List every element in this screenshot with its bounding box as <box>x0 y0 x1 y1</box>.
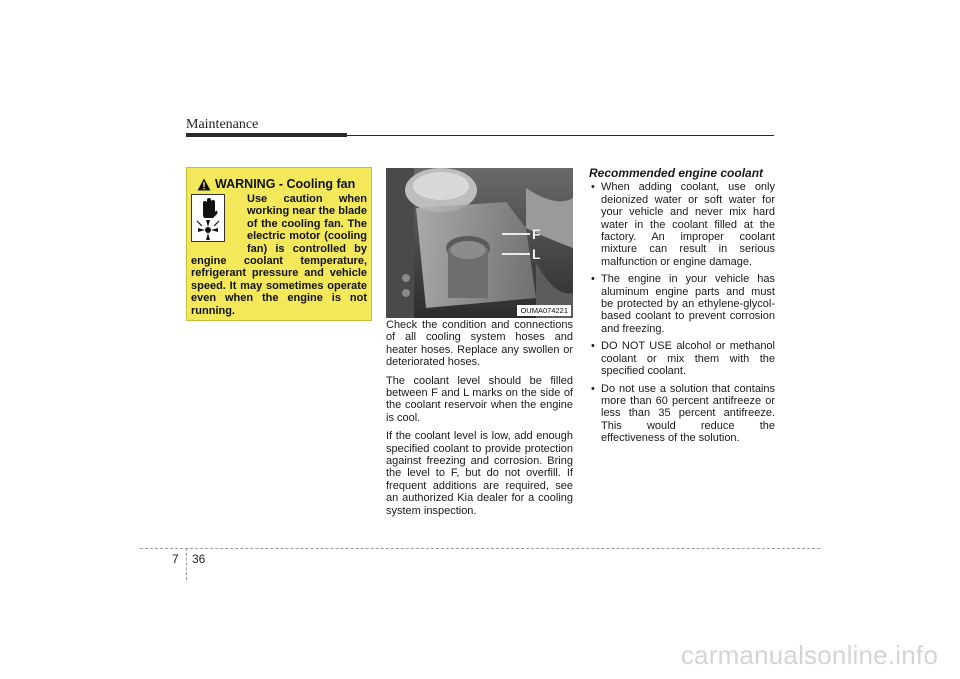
section-title: Maintenance <box>186 117 259 132</box>
coolant-low-mark: L <box>532 246 541 262</box>
right-column <box>589 167 775 450</box>
footer-divider-vertical <box>186 548 187 580</box>
warning-body: Use caution when working near the blade of the cooling fan. The electric motor (cooling fan) is controlled by engine coolant temperature, refrigerant pressure and vehicle speed. It may sometimes operate even when the engine is not running. <box>191 193 367 317</box>
list-item: • Do not use a solution that contains more than 60 percent antifreeze or less than 35 percent antifreeze. This would reduce the effectiveness of the solution. <box>589 383 775 445</box>
paragraph: Check the condition and connections of all cooling system hoses and heater hoses. Replace any swollen or deteriorated hoses. <box>386 319 573 369</box>
list-item: • When adding coolant, use only deionized water or soft water for your vehicle and never mix hard water in the coolant filled at the factory. An improper coolant mixture can result in serious malfunction or engine damage. <box>589 181 775 268</box>
watermark: carmanualsonline.info <box>680 640 938 670</box>
warning-box <box>186 167 372 321</box>
list-item: • The engine in your vehicle has aluminum engine parts and must be protected by an ethylene-glycol-based coolant to prevent corrosion and freezing. <box>589 273 775 335</box>
chapter-number: 7 <box>172 552 179 566</box>
paragraph: The coolant level should be filled between F and L marks on the side of the coolant reservoir when the engine is cool. <box>386 374 573 424</box>
coolant-bullets <box>589 181 775 444</box>
coolant-subheading: Recommended engine coolant <box>589 166 764 180</box>
paragraph: If the coolant level is low, add enough specified coolant to provide protection against freezing and corrosion. Bring the level to F, but do not overfill. If frequent additions are required, see an authorized Kia dealer for a cooling system inspection. <box>386 430 573 517</box>
header-rule-thick <box>186 133 347 137</box>
header-rule-thin <box>347 135 774 136</box>
middle-column <box>386 319 573 523</box>
warning-heading-text: WARNING - Cooling fan <box>215 177 356 191</box>
warning-triangle-icon <box>197 178 211 191</box>
coolant-reservoir-photo <box>386 168 573 318</box>
coolant-full-mark: F <box>532 226 541 242</box>
list-item: • DO NOT USE alcohol or methanol coolant or mix them with the specified coolant. <box>589 340 775 377</box>
warning-heading <box>197 177 355 191</box>
warning-text <box>191 193 367 317</box>
footer-divider <box>140 548 820 549</box>
page-number: 36 <box>192 552 206 566</box>
figure-caption: OUMA074221 <box>517 305 571 316</box>
